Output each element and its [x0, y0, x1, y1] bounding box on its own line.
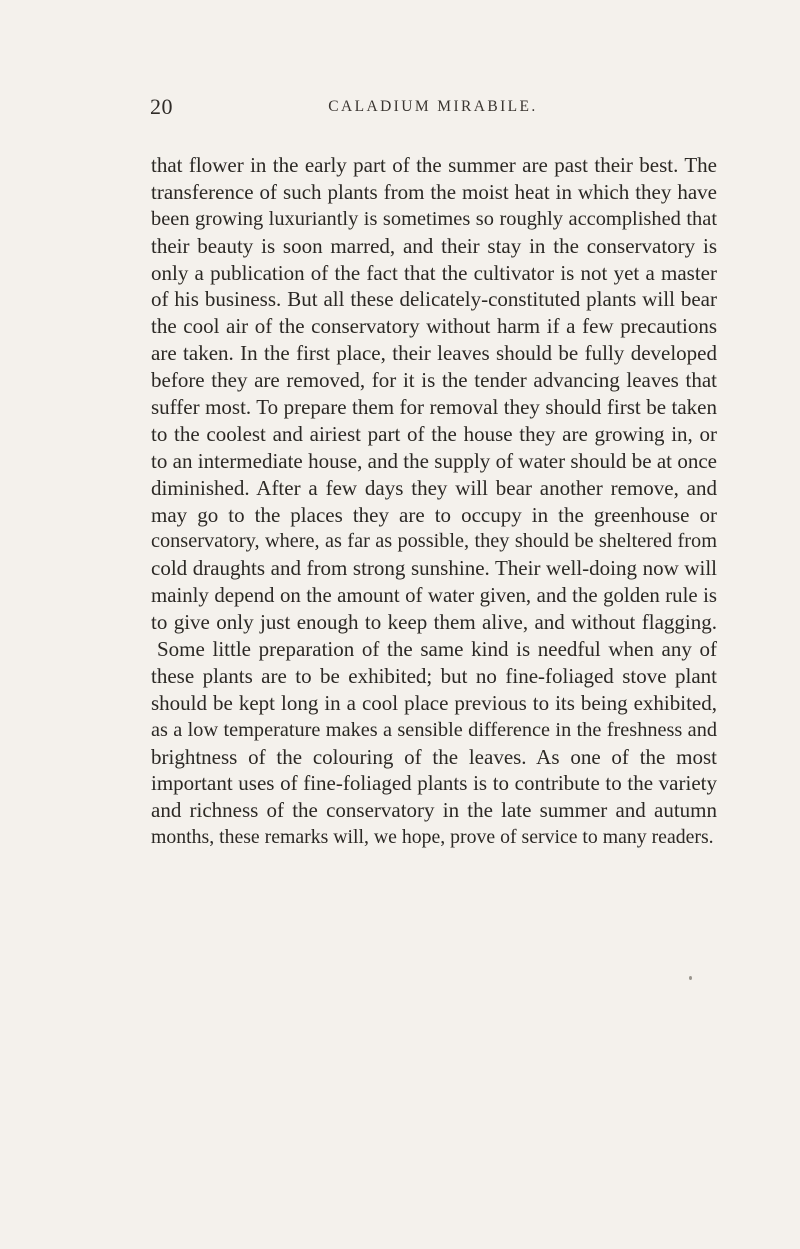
text-line: that flower in the early part of the summer are past their best. The: [151, 153, 717, 177]
text-line: transference of such plants from the moist heat in which they have: [151, 179, 717, 204]
text-line: brightness of the colouring of the leaves. As one of the most: [151, 744, 717, 769]
body-paragraph: [151, 152, 717, 851]
text-line: months, these remarks will, we hope, prove of service to many readers.: [151, 826, 714, 849]
paper-speck: [689, 976, 692, 980]
text-line: these plants are to be exhibited; but no fine-foliaged stove plant: [151, 663, 717, 688]
text-line: the cool air of the conservatory without harm if a few precautions: [151, 314, 717, 339]
text-line: their beauty is soon marred, and their stay in the conservatory is: [151, 233, 717, 258]
text-line: suffer most. To prepare them for removal they should first be taken: [151, 395, 717, 420]
text-line: to give only just enough to keep them alive, and without flagging.: [151, 610, 717, 635]
text-line: to the coolest and airiest part of the house they are growing in, or: [151, 421, 717, 446]
text-line: been growing luxuriantly is sometimes so roughly accomplished that: [151, 207, 717, 230]
text-line: only a publication of the fact that the cultivator is not yet a master: [151, 260, 717, 285]
running-head: [150, 94, 716, 124]
text-line: Some little preparation of the same kind is needful when any of: [157, 637, 717, 662]
text-line: conservatory, where, as far as possible, they should be sheltered from: [151, 530, 717, 553]
text-line: cold draughts and from strong sunshine. Their well-doing now will: [151, 556, 717, 581]
text-line: of his business. But all these delicately-constituted plants will bear: [151, 287, 717, 312]
page-number: 20: [150, 94, 173, 119]
text-line: should be kept long in a cool place previous to its being exhibited,: [151, 690, 717, 715]
text-line: mainly depend on the amount of water given, and the golden rule is: [151, 583, 717, 608]
running-title: CALADIUM MIRABILE.: [328, 98, 538, 115]
text-line: and richness of the conservatory in the late summer and autumn: [151, 798, 717, 823]
text-line: to an intermediate house, and the supply of water should be at once: [151, 448, 717, 473]
text-line: diminished. After a few days they will bear another remove, and: [151, 475, 717, 500]
text-line: important uses of fine-foliaged plants is to contribute to the variety: [151, 771, 717, 796]
text-line: may go to the places they are to occupy in the greenhouse or: [151, 502, 717, 527]
text-line: as a low temperature makes a sensible difference in the freshness and: [151, 718, 717, 741]
text-line: are taken. In the first place, their leaves should be fully developed: [151, 341, 717, 366]
text-line: before they are removed, for it is the tender advancing leaves that: [151, 368, 717, 393]
